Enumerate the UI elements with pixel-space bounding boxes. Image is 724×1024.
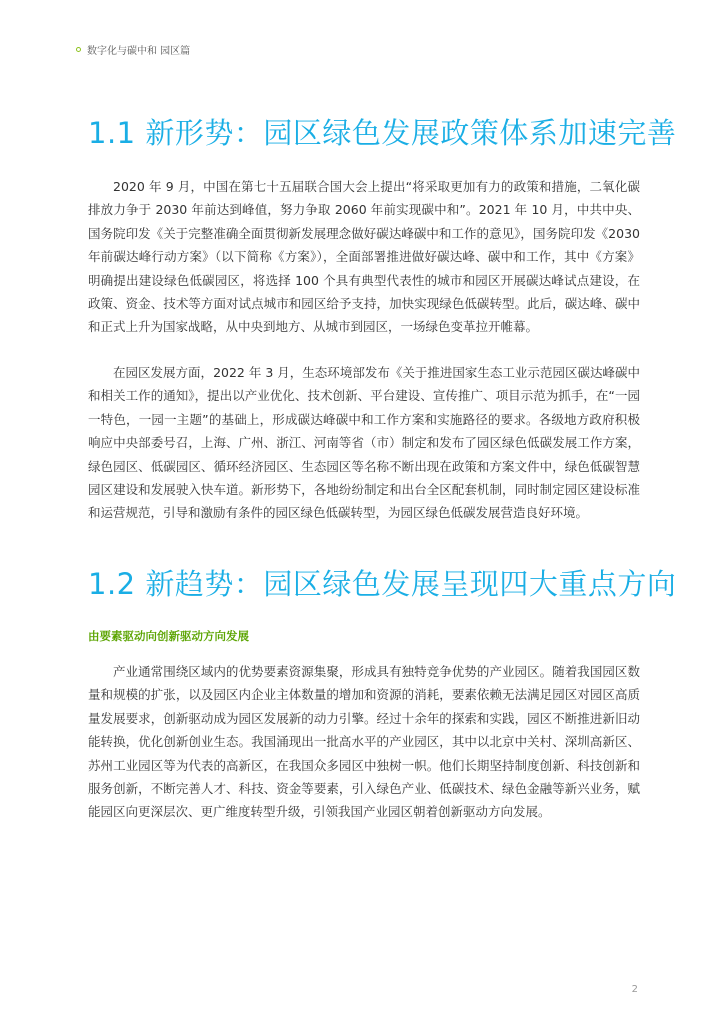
section-title-1: 1.1 新形势：园区绿色发展政策体系加速完善 (88, 116, 677, 150)
header-dot-icon (76, 47, 81, 52)
section-2-paragraph-1: 产业通常围绕区域内的优势要素资源集聚，形成具有独特竞争优势的产业园区。随着我国园区数量和规模的扩张，以及园区内企业主体数量的增加和资源的消耗，要素依赖无法满足园区对园区高质量发展要求，创新驱动成为园区发展新的动力引擎。经过十余年的探索和实践，园区不断推进新旧动能转换，优化创新创业生态。我国涌现出一批高水平的产业园区，其中以北京中关村、深圳高新区、苏州工业园区等为代表的高新区，在我国众多园区中独树一帜。他们长期坚持制度创新、科技创新和服务创新，不断完善人才、科技、资金等要素，引入绿色产业、低碳技术、绿色金融等新兴业务，赋能园区向更深层次、更广维度转型升级，引领我国产业园区朝着创新驱动方向发展。 (88, 664, 640, 820)
section-1-paragraph-1: 2020 年 9 月，中国在第七十五届联合国大会上提出“将采取更加有力的政策和措施，二氧化碳排放力争于 2030 年前达到峰值，努力争取 2060 年前实现碳中和”。2021 年 10 月，中共中央、国务院印发《关于完整准确全面贯彻新发展理念做好碳达峰碳中和工作的意见》，国务院印发《2030 年前碳达峰行动方案》（以下简称《方案》），全面部署推进做好碳达峰、碳中和工作，其中《方案》明确提出建设绿色低碳园区，将选择 100 个具有典型代表性的城市和园区开展碳达峰试点建设，在政策、资金、技术等方面对试点城市和园区给予支持，加快实现绿色低碳转型。此后，碳达峰、碳中和正式上升为国家战略，从中央到地方、从城市到园区，一场绿色变革拉开帷幕。 (88, 179, 640, 335)
running-header (76, 42, 190, 57)
page-number: 2 (631, 984, 638, 995)
section-1-paragraph-2: 在园区发展方面，2022 年 3 月，生态环境部发布《关于推进国家生态工业示范园区碳达峰碳中和相关工作的通知》，提出以产业优化、技术创新、平台建设、宣传推广、项目示范为抓手，在“一园一特色，一园一主题”的基础上，形成碳达峰碳中和工作方案和实施路径的要求。各级地方政府积极响应中央部委号召，上海、广州、浙江、河南等省（市）制定和发布了园区绿色低碳发展工作方案，绿色园区、低碳园区、循环经济园区、生态园区等名称不断出现在政策和方案文件中，绿色低碳智慧园区建设和发展驶入快车道。新形势下，各地纷纷制定和出台全区配套机制，同时制定园区建设标准和运营规范，引导和激励有条件的园区绿色低碳转型，为园区绿色低碳发展营造良好环境。 (88, 365, 640, 521)
running-title: 数字化与碳中和 园区篇 (87, 46, 191, 57)
section-title-2: 1.2 新趋势：园区绿色发展呈现四大重点方向 (88, 567, 677, 601)
section-2-subheading: 由要素驱动向创新驱动方向发展 (88, 629, 249, 643)
